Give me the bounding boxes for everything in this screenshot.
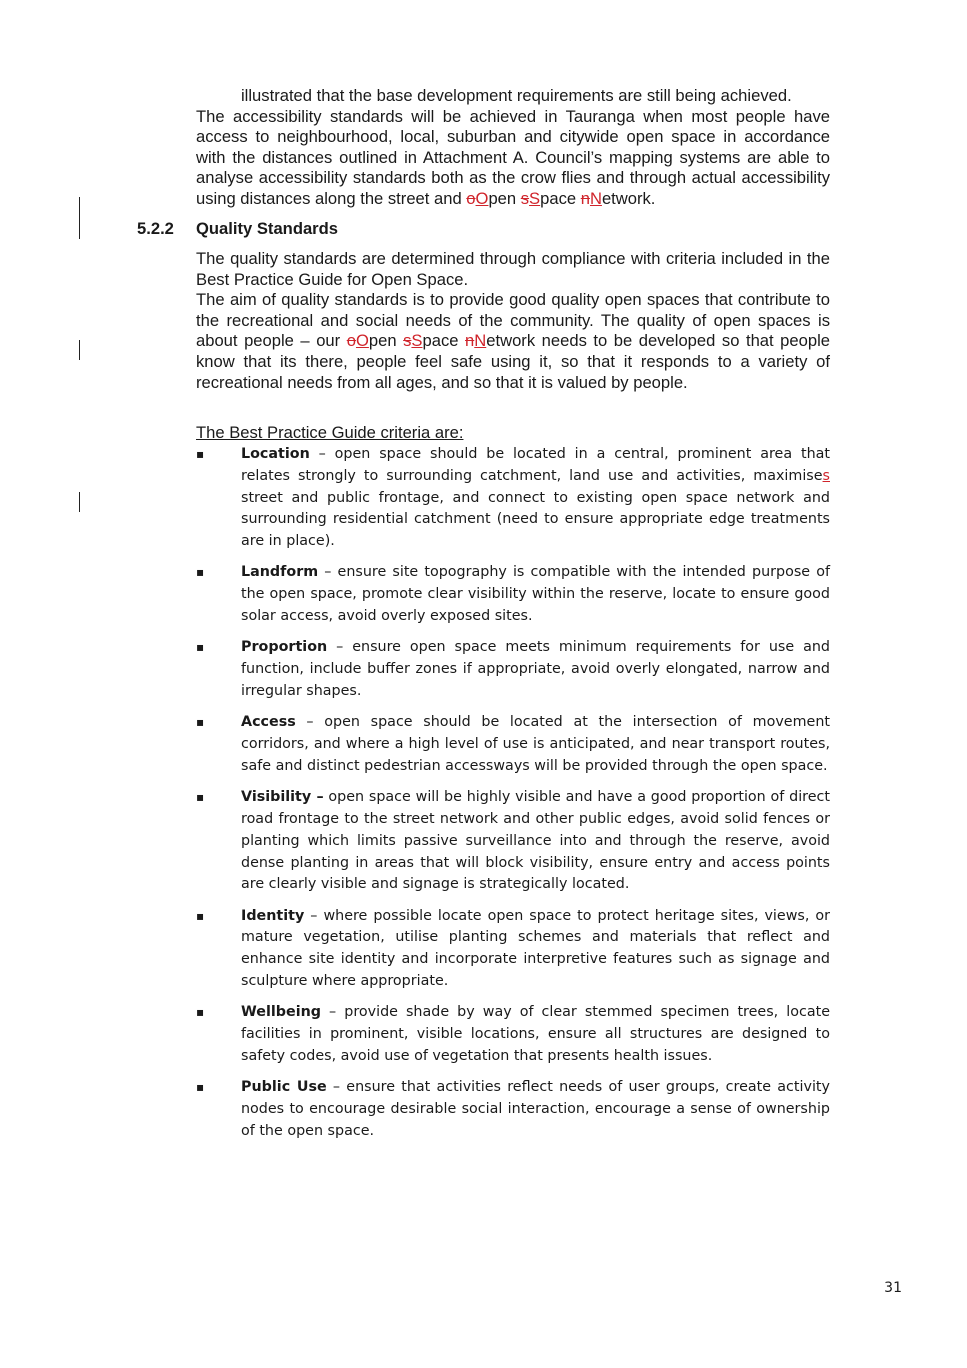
criteria-text: open space will be highly visible and have a good proportion of direct road frontage to the street network and other public edges, avoid solid fences or planting which limits passive surveillance into and through the reserve, avoid dense planting in areas that will block visibility, ensure entry and access points are clearly visible and signage is strategically located. bbox=[241, 789, 830, 893]
deleted-text: s bbox=[403, 331, 412, 351]
section-number: 5.2.2 bbox=[137, 219, 174, 238]
criteria-term: Public Use bbox=[241, 1079, 327, 1096]
bullet-icon: ▪ bbox=[196, 565, 205, 580]
inserted-text: S bbox=[411, 331, 423, 351]
inserted-text: s bbox=[822, 467, 830, 484]
bullet-icon: ▪ bbox=[196, 640, 205, 655]
bullet-icon: ▪ bbox=[196, 908, 205, 923]
quality-paragraphs bbox=[196, 249, 830, 393]
criteria-term: Proportion bbox=[241, 639, 328, 656]
criteria-term: Wellbeing bbox=[241, 1004, 322, 1021]
deleted-text: o bbox=[346, 331, 356, 351]
criteria-text: – where possible locate open space to protect heritage sites, views, or mature vegetation, utilise planting schemes and materials that reflect and enhance site identity and incorporate interpretive features such as signage and sculpture where appropriate. bbox=[241, 907, 830, 990]
text-fragment: pace bbox=[540, 188, 581, 208]
deleted-text: o bbox=[466, 188, 476, 208]
change-bar bbox=[79, 340, 80, 360]
intro-first-line: illustrated that the base development requirements are still being achieved. bbox=[241, 86, 792, 105]
text-fragment: pen bbox=[488, 188, 521, 208]
criteria-item-visibility bbox=[196, 787, 830, 896]
criteria-term: Visibility – bbox=[241, 789, 324, 806]
inserted-text: N bbox=[474, 331, 487, 351]
bullet-icon: ▪ bbox=[196, 790, 205, 805]
criteria-item-public-use bbox=[196, 1077, 830, 1142]
bullet-icon: ▪ bbox=[196, 447, 205, 461]
criteria-text: – open space should be located at the intersection of movement corridors, and where a high level of use is anticipated, and near transport routes, safe and distinct pedestrian accessways will be provided through the open space. bbox=[241, 714, 830, 774]
change-bar bbox=[79, 197, 80, 239]
criteria-item-location bbox=[196, 444, 830, 553]
paragraph-aim bbox=[196, 290, 830, 393]
intro-body-text: The accessibility standards will be achieved in Tauranga when most people have access to neighbourhood, local, suburban and citywide open space in accordance with the distances outlined in Attachment A. Council’s mapping systems are able to analyse accessibility standards both as the crow flies and through actual accessibility using distances along the street and bbox=[196, 106, 830, 208]
criteria-text: – ensure open space meets minimum requirements for use and function, include buffer zones if appropriate, avoid overly elongated, narrow and irregular shapes. bbox=[241, 639, 830, 699]
criteria-list bbox=[196, 444, 830, 1152]
criteria-item-wellbeing bbox=[196, 1002, 830, 1067]
criteria-term: Identity bbox=[241, 907, 305, 924]
text-fragment: pen bbox=[368, 331, 404, 351]
inserted-text: O bbox=[475, 188, 489, 208]
criteria-term: Location bbox=[241, 446, 310, 462]
criteria-heading: The Best Practice Guide criteria are: bbox=[196, 423, 464, 442]
criteria-term: Landform bbox=[241, 564, 319, 581]
criteria-text: street and public frontage, and connect to existing open space network and surrounding residential catchment (need to ensure appropriate edge treatments are in place). bbox=[241, 489, 830, 550]
paragraph-compliance: The quality standards are determined through compliance with criteria included in the Best Practice Guide for Open Space. bbox=[196, 249, 830, 289]
text-fragment: pace bbox=[422, 331, 466, 351]
inserted-text: N bbox=[589, 188, 602, 208]
inserted-text: O bbox=[355, 331, 369, 351]
criteria-item-access bbox=[196, 712, 830, 777]
change-bar bbox=[79, 492, 80, 512]
criteria-text: – open space should be located in a central, prominent area that relates strongly to surrounding catchment, land use and activities, maximise bbox=[241, 446, 830, 484]
criteria-item-landform bbox=[196, 562, 830, 627]
paragraph-aim-start: The aim of quality standards is to provide good quality open spaces that contribute to the recreational and social needs of the community. The quality of open spaces is about people – our bbox=[196, 290, 830, 351]
paragraph-aim-end: etwork needs to be developed so that people know that its there, people feel safe using it, so that it responds to a variety of recreational needs from all ages, and so that it is valued by people. bbox=[196, 331, 831, 392]
criteria-text: – ensure site topography is compatible with the intended purpose of the open space, promote clear visibility within the reserve, locate to ensure good solar access, avoid overly exposed sites. bbox=[241, 564, 830, 625]
criteria-item-proportion bbox=[196, 637, 830, 702]
bullet-icon: ▪ bbox=[196, 715, 205, 730]
criteria-text: – provide shade by way of clear stemmed specimen trees, locate facilities in prominent, visible locations, ensure all structures are designed to safety codes, avoid use of vegetation that presents health issues. bbox=[241, 1004, 830, 1064]
inserted-text: S bbox=[529, 188, 541, 208]
deleted-text: s bbox=[520, 188, 530, 208]
deleted-text: n bbox=[580, 188, 590, 208]
intro-body bbox=[196, 107, 830, 210]
criteria-item-identity bbox=[196, 906, 830, 993]
criteria-term: Access bbox=[241, 714, 296, 731]
bullet-icon: ▪ bbox=[196, 1080, 205, 1095]
criteria-text: – ensure that activities reflect needs of user groups, create activity nodes to encourage desirable social interaction, encourage a sense of ownership of the open space. bbox=[241, 1079, 830, 1139]
bullet-icon: ▪ bbox=[196, 1005, 205, 1020]
section-title: Quality Standards bbox=[196, 219, 339, 238]
page-number: 31 bbox=[884, 1280, 902, 1296]
intro-paragraph bbox=[196, 86, 830, 210]
intro-end: etwork. bbox=[601, 188, 656, 208]
deleted-text: n bbox=[465, 331, 475, 351]
